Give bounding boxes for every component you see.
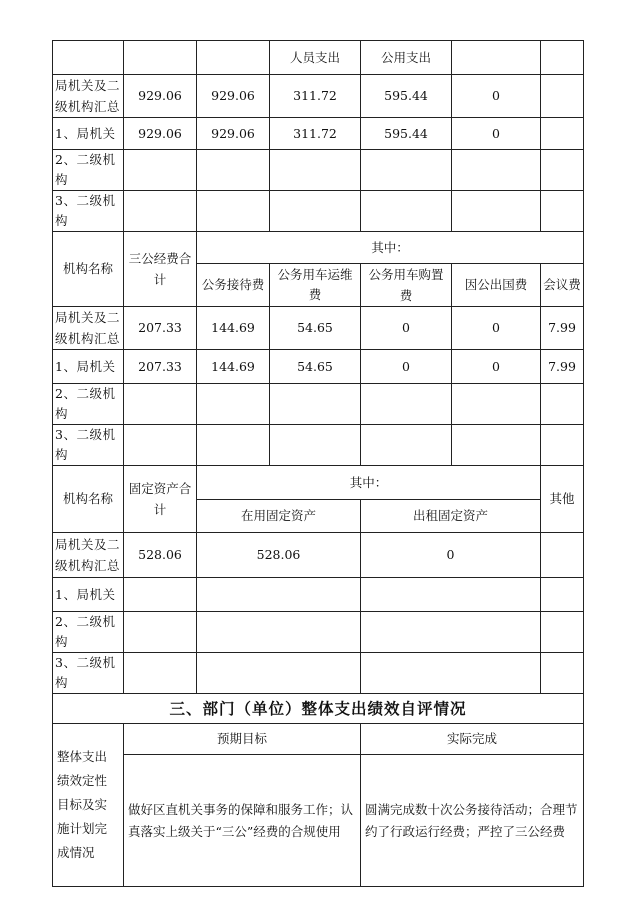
- t3-cell-other: [541, 612, 584, 653]
- t2-cell: [541, 425, 584, 466]
- t1-header-blank: [197, 41, 270, 75]
- t1-cell: [452, 150, 541, 191]
- t1-cell: 311.72: [270, 118, 361, 150]
- t1-header-blank: [124, 41, 197, 75]
- t3-cell-other: [541, 533, 584, 578]
- t1-cell: [541, 75, 584, 118]
- t2-cell: 0: [361, 307, 452, 350]
- t2-cell: [452, 425, 541, 466]
- section3-side-label: 整体支出绩效定性目标及实施计划完成情况: [53, 724, 124, 887]
- expected-goal-header: 预期目标: [124, 724, 361, 755]
- t3-row: [53, 533, 584, 578]
- t2-cell: 144.69: [197, 350, 270, 384]
- t3-row-name: 2、二级机构: [53, 612, 124, 653]
- t2-cell: 207.33: [124, 307, 197, 350]
- t3-cell: [124, 578, 197, 612]
- t3-header-row: [53, 466, 584, 500]
- t3-row: [53, 653, 584, 694]
- t2-header-total: 三公经费合计: [124, 232, 197, 307]
- t3-header-other: 其他: [541, 466, 584, 533]
- section3-body-row: [53, 755, 584, 887]
- t1-cell: [124, 191, 197, 232]
- t2-row: [53, 384, 584, 425]
- t1-cell: [270, 191, 361, 232]
- t1-cell: 0: [452, 118, 541, 150]
- t2-cell: 207.33: [124, 350, 197, 384]
- t1-header-blank: [53, 41, 124, 75]
- t3-cell-other: [541, 653, 584, 694]
- t2-header-among: 其中：: [197, 232, 584, 264]
- t1-cell: 929.06: [124, 118, 197, 150]
- t1-header-public: 公用支出: [361, 41, 452, 75]
- t1-cell: [270, 150, 361, 191]
- actual-result-text: 圆满完成数十次公务接待活动；合理节约了行政运行经费；严控了三公经费: [361, 755, 584, 887]
- t1-header-blank: [452, 41, 541, 75]
- t2-row-name: 1、局机关: [53, 350, 124, 384]
- t2-header-vehicle-buy: 公务用车购置费: [361, 264, 452, 307]
- t2-row: [53, 425, 584, 466]
- t2-cell: 54.65: [270, 307, 361, 350]
- t3-cell-in-use: [197, 578, 361, 612]
- t2-header-meeting: 会议费: [541, 264, 584, 307]
- t3-cell-rented: [361, 612, 541, 653]
- t2-cell: 144.69: [197, 307, 270, 350]
- t2-row: [53, 350, 584, 384]
- t1-cell: [361, 150, 452, 191]
- t3-row-name: 1、局机关: [53, 578, 124, 612]
- t3-cell-rented: 0: [361, 533, 541, 578]
- t3-row-name: 局机关及二级机构汇总: [53, 533, 124, 578]
- t1-row: [53, 75, 584, 118]
- t3-cell-rented: [361, 578, 541, 612]
- t3-cell: [124, 612, 197, 653]
- t2-cell: 7.99: [541, 350, 584, 384]
- t3-header-fixed: 固定资产合计: [124, 466, 197, 533]
- report-sheet: [52, 40, 583, 887]
- t1-cell: [541, 150, 584, 191]
- t1-cell: 311.72: [270, 75, 361, 118]
- t1-row: [53, 118, 584, 150]
- t2-row: [53, 307, 584, 350]
- expenditure-table: [52, 40, 584, 887]
- actual-result-header: 实际完成: [361, 724, 584, 755]
- t1-cell: 595.44: [361, 118, 452, 150]
- t1-cell: 929.06: [197, 75, 270, 118]
- t1-cell: [541, 191, 584, 232]
- t3-cell-rented: [361, 653, 541, 694]
- t3-row: [53, 612, 584, 653]
- t3-header-rented: 出租固定资产: [361, 500, 541, 533]
- t2-header-row: [53, 232, 584, 264]
- t2-row-name: 2、二级机构: [53, 384, 124, 425]
- t1-header-row: [53, 41, 584, 75]
- t1-row-name: 2、二级机构: [53, 150, 124, 191]
- t1-row-name: 3、二级机构: [53, 191, 124, 232]
- t1-cell: [197, 191, 270, 232]
- t1-cell: [197, 150, 270, 191]
- t2-cell: [270, 425, 361, 466]
- t3-cell-other: [541, 578, 584, 612]
- t2-cell: 0: [452, 307, 541, 350]
- t2-cell: [197, 425, 270, 466]
- t3-row: [53, 578, 584, 612]
- section-title: 三、部门（单位）整体支出绩效自评情况: [53, 694, 584, 724]
- section3-header-row: [53, 724, 584, 755]
- section3-title-row: [53, 694, 584, 724]
- t2-row-name: 局机关及二级机构汇总: [53, 307, 124, 350]
- t1-row: [53, 150, 584, 191]
- t1-cell: 929.06: [197, 118, 270, 150]
- t3-header-org: 机构名称: [53, 466, 124, 533]
- t2-header-reception: 公务接待费: [197, 264, 270, 307]
- t1-cell: [124, 150, 197, 191]
- t1-header-blank: [541, 41, 584, 75]
- t3-cell-in-use: [197, 612, 361, 653]
- t2-header-abroad: 因公出国费: [452, 264, 541, 307]
- t2-header-vehicle-run: 公务用车运维费: [270, 264, 361, 307]
- t1-cell: 0: [452, 75, 541, 118]
- t3-cell: [124, 653, 197, 694]
- t1-cell: [361, 191, 452, 232]
- t2-row-name: 3、二级机构: [53, 425, 124, 466]
- t1-cell: [541, 118, 584, 150]
- t2-cell: [270, 384, 361, 425]
- t3-cell-in-use: [197, 653, 361, 694]
- t3-header-among: 其中：: [197, 466, 541, 500]
- t2-cell: [452, 384, 541, 425]
- t3-cell: 528.06: [124, 533, 197, 578]
- t2-cell: [197, 384, 270, 425]
- t1-cell: [452, 191, 541, 232]
- t1-row-name: 1、局机关: [53, 118, 124, 150]
- t2-cell: [124, 425, 197, 466]
- t2-cell: [361, 425, 452, 466]
- t2-cell: 0: [452, 350, 541, 384]
- t2-cell: [541, 384, 584, 425]
- t2-cell: 7.99: [541, 307, 584, 350]
- t2-header-org: 机构名称: [53, 232, 124, 307]
- t3-row-name: 3、二级机构: [53, 653, 124, 694]
- t3-header-in-use: 在用固定资产: [197, 500, 361, 533]
- t1-cell: 929.06: [124, 75, 197, 118]
- t2-cell: 54.65: [270, 350, 361, 384]
- t3-cell-in-use: 528.06: [197, 533, 361, 578]
- t2-cell: [124, 384, 197, 425]
- expected-goal-text: 做好区直机关事务的保障和服务工作；认真落实上级关于“三公”经费的合规使用: [124, 755, 361, 887]
- t1-row: [53, 191, 584, 232]
- t1-row-name: 局机关及二级机构汇总: [53, 75, 124, 118]
- t1-cell: 595.44: [361, 75, 452, 118]
- t2-cell: 0: [361, 350, 452, 384]
- t2-cell: [361, 384, 452, 425]
- t1-header-personnel: 人员支出: [270, 41, 361, 75]
